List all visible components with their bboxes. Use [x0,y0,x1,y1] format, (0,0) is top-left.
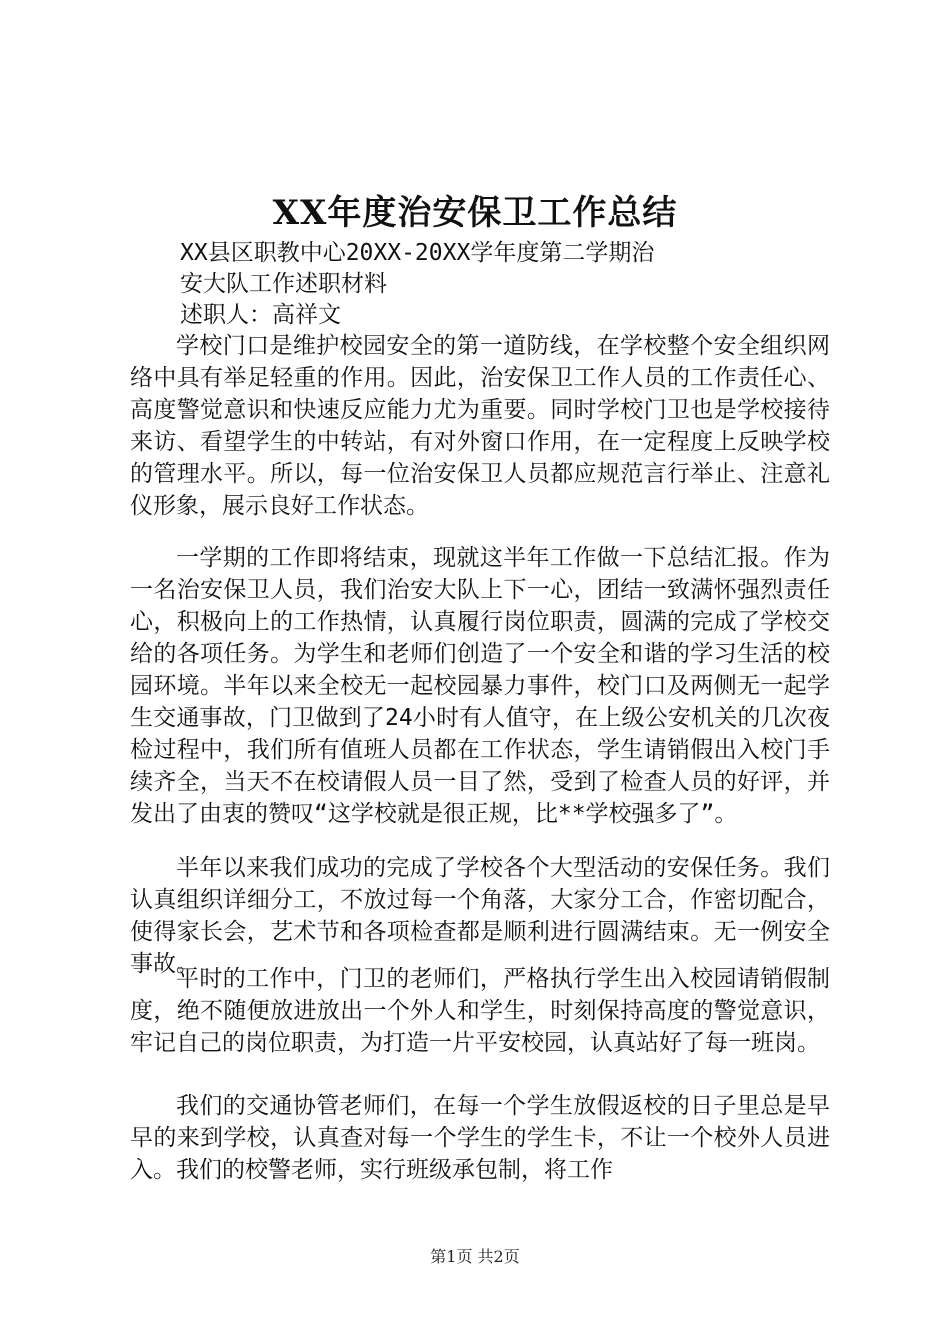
paragraph-text: 半年以来我们成功的完成了学校各个大型活动的安保任务。我们认真组织详细分工，不放过每一个角落，大家分工合，作密切配合，使得家长会，艺术节和各项检查都是顺利进行圆满结束。无一例安全事故。 [130,855,830,977]
paragraph-5 [130,1090,830,1186]
page-footer: 第1页 共2页 [430,1247,520,1266]
paragraph-1 [130,330,830,522]
paragraph-text: 一学期的工作即将结束，现就这半年工作做一下总结汇报。作为一名治安保卫人员，我们治安大队上下一心，团结一致满怀强烈责任心，积极向上的工作热情，认真履行岗位职责，圆满的完成了学校交给的各项任务。为学生和老师们创造了一个安全和谐的学习生活的校园环境。半年以来全校无一起校园暴力事件，校门口及两侧无一起学生交通事故，门卫做到了24小时有人值守，在上级公安机关的几次夜检过程中，我们所有值班人员都在工作状态，学生请销假出入校门手续齐全，当天不在校请假人员一目了然，受到了检查人员的好评，并发出了由衷的赞叹“这学校就是很正规，比**学校强多了”。 [130,545,830,827]
paragraph-2 [130,542,830,830]
paragraph-text: 学校门口是维护校园安全的第一道防线，在学校整个安全组织网络中具有举足轻重的作用。因此，治安保卫工作人员的工作责任心、高度警觉意识和快速反应能力尤为重要。同时学校门卫也是学校接待来访、看望学生的中转站，有对外窗口作用，在一定程度上反映学校的管理水平。所以，每一位治安保卫人员都应规范言行举止、注意礼仪形象，展示良好工作状态。 [130,333,830,519]
header-line-author: 述职人：高祥文 [180,302,341,328]
paragraph-3 [130,852,830,980]
paragraph-text: 平时的工作中，门卫的老师们，严格执行学生出入校园请销假制度，绝不随便放进放出一个外人和学生，时刻保持高度的警觉意识，牢记自己的岗位职责，为打造一片平安校园，认真站好了每一班岗。 [130,966,830,1056]
header-line-unit: XX县区职教中心20XX-20XX学年度第二学期治 [180,240,655,266]
paragraph-4 [130,963,830,1059]
document-title: XX年度治安保卫工作总结 [272,193,678,233]
paragraph-text: 我们的交通协管老师们，在每一个学生放假返校的日子里总是早早的来到学校，认真查对每一个学生的学生卡，不让一个校外人员进入。我们的校警老师，实行班级承包制，将工作 [130,1093,830,1183]
header-line-subject: 安大队工作述职材料 [180,271,387,297]
